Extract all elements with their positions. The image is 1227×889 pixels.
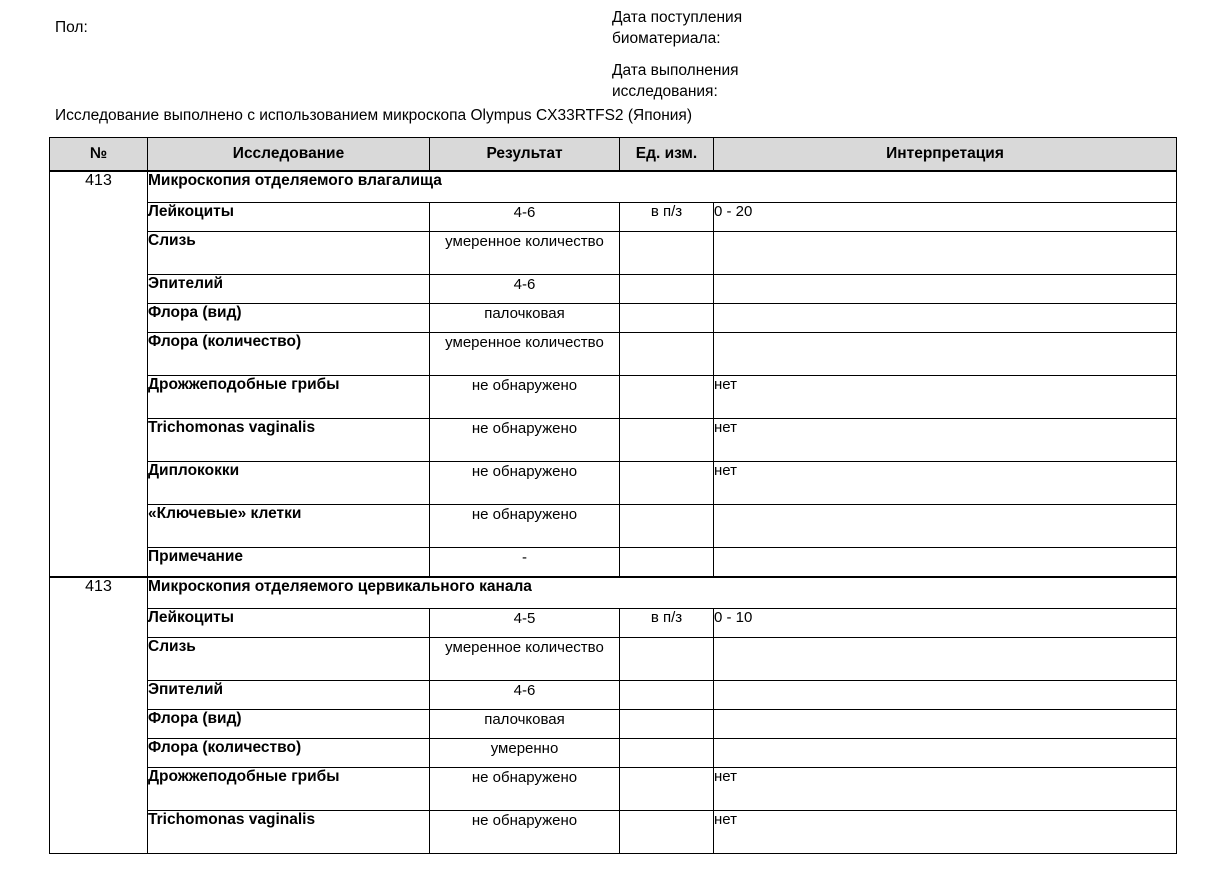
- table-row: [50, 638, 1177, 681]
- cell-interpretation: нет: [714, 811, 1177, 854]
- cell-study: «Ключевые» клетки: [148, 505, 430, 548]
- cell-study: Trichomonas vaginalis: [148, 419, 430, 462]
- table-head: [50, 138, 1177, 172]
- cell-unit: [620, 681, 714, 710]
- cell-interpretation: [714, 275, 1177, 304]
- cell-interpretation: [714, 304, 1177, 333]
- performed-date-label: Дата выполнения исследования:: [612, 62, 739, 100]
- cell-unit: [620, 548, 714, 578]
- cell-study: Дрожжеподобные грибы: [148, 768, 430, 811]
- performed-date-field: [612, 60, 782, 102]
- cell-unit: в п/з: [620, 609, 714, 638]
- table-row: [50, 505, 1177, 548]
- cell-result: не обнаружено: [430, 462, 620, 505]
- cell-unit: [620, 419, 714, 462]
- table-row: [50, 739, 1177, 768]
- cell-result: палочковая: [430, 710, 620, 739]
- table-body: [50, 171, 1177, 854]
- cell-unit: [620, 739, 714, 768]
- cell-unit: [620, 710, 714, 739]
- results-table-container: [49, 137, 1176, 854]
- cell-result: не обнаружено: [430, 419, 620, 462]
- cell-result: 4-6: [430, 681, 620, 710]
- cell-study: Флора (вид): [148, 710, 430, 739]
- cell-unit: [620, 333, 714, 376]
- cell-unit: [620, 638, 714, 681]
- table-row: [50, 710, 1177, 739]
- cell-study: Диплококки: [148, 462, 430, 505]
- cell-interpretation: [714, 548, 1177, 578]
- cell-interpretation: [714, 638, 1177, 681]
- cell-study: Флора (количество): [148, 739, 430, 768]
- received-date-field: [612, 7, 782, 49]
- cell-interpretation: нет: [714, 768, 1177, 811]
- cell-unit: [620, 232, 714, 275]
- section-header-row: [50, 577, 1177, 609]
- cell-interpretation: [714, 739, 1177, 768]
- cell-study: Эпителий: [148, 275, 430, 304]
- cell-interpretation: [714, 333, 1177, 376]
- cell-result: не обнаружено: [430, 811, 620, 854]
- cell-interpretation: [714, 505, 1177, 548]
- cell-study: Лейкоциты: [148, 203, 430, 232]
- column-header-study: Исследование: [148, 138, 430, 172]
- cell-study: Слизь: [148, 638, 430, 681]
- cell-result: 4-5: [430, 609, 620, 638]
- table-row: [50, 681, 1177, 710]
- section-header-row: [50, 171, 1177, 203]
- received-date-label: Дата поступления биоматериала:: [612, 9, 743, 47]
- cell-result: умеренное количество: [430, 232, 620, 275]
- cell-unit: [620, 811, 714, 854]
- table-row: [50, 548, 1177, 578]
- cell-interpretation: нет: [714, 376, 1177, 419]
- sex-label: Пол:: [55, 19, 88, 36]
- column-header-number: №: [50, 138, 148, 172]
- section-title: Микроскопия отделяемого цервикального канала: [148, 577, 1177, 609]
- dates-block: [612, 7, 912, 102]
- section-number: 413: [50, 171, 148, 577]
- column-header-result: Результат: [430, 138, 620, 172]
- column-header-interp: Интерпретация: [714, 138, 1177, 172]
- cell-interpretation: нет: [714, 462, 1177, 505]
- cell-unit: [620, 462, 714, 505]
- sex-field: [55, 18, 92, 38]
- cell-interpretation: [714, 232, 1177, 275]
- cell-result: не обнаружено: [430, 768, 620, 811]
- cell-study: Trichomonas vaginalis: [148, 811, 430, 854]
- cell-result: не обнаружено: [430, 376, 620, 419]
- cell-result: палочковая: [430, 304, 620, 333]
- table-row: [50, 232, 1177, 275]
- cell-unit: [620, 768, 714, 811]
- table-header-row: [50, 138, 1177, 172]
- cell-unit: [620, 505, 714, 548]
- table-row: [50, 376, 1177, 419]
- cell-result: умеренно: [430, 739, 620, 768]
- table-row: [50, 419, 1177, 462]
- table-row: [50, 203, 1177, 232]
- cell-result: 4-6: [430, 275, 620, 304]
- table-row: [50, 304, 1177, 333]
- cell-result: умеренное количество: [430, 333, 620, 376]
- table-row: [50, 811, 1177, 854]
- table-row: [50, 333, 1177, 376]
- table-row: [50, 275, 1177, 304]
- results-table: [49, 137, 1177, 854]
- cell-interpretation: нет: [714, 419, 1177, 462]
- cell-result: -: [430, 548, 620, 578]
- cell-unit: [620, 304, 714, 333]
- cell-unit: [620, 275, 714, 304]
- device-note: Исследование выполнено с использованием микроскопа Olympus CX33RTFS2 (Япония): [55, 107, 692, 124]
- cell-unit: в п/з: [620, 203, 714, 232]
- cell-unit: [620, 376, 714, 419]
- cell-interpretation: [714, 681, 1177, 710]
- section-number: 413: [50, 577, 148, 854]
- cell-study: Слизь: [148, 232, 430, 275]
- cell-study: Лейкоциты: [148, 609, 430, 638]
- cell-result: не обнаружено: [430, 505, 620, 548]
- section-title: Микроскопия отделяемого влагалища: [148, 171, 1177, 203]
- patient-meta: [0, 0, 1227, 98]
- cell-study: Дрожжеподобные грибы: [148, 376, 430, 419]
- column-header-unit: Ед. изм.: [620, 138, 714, 172]
- table-row: [50, 462, 1177, 505]
- cell-study: Флора (количество): [148, 333, 430, 376]
- cell-interpretation: [714, 710, 1177, 739]
- table-row: [50, 609, 1177, 638]
- table-row: [50, 768, 1177, 811]
- cell-study: Примечание: [148, 548, 430, 578]
- cell-interpretation: 0 - 10: [714, 609, 1177, 638]
- cell-result: 4-6: [430, 203, 620, 232]
- cell-interpretation: 0 - 20: [714, 203, 1177, 232]
- cell-study: Флора (вид): [148, 304, 430, 333]
- cell-result: умеренное количество: [430, 638, 620, 681]
- cell-study: Эпителий: [148, 681, 430, 710]
